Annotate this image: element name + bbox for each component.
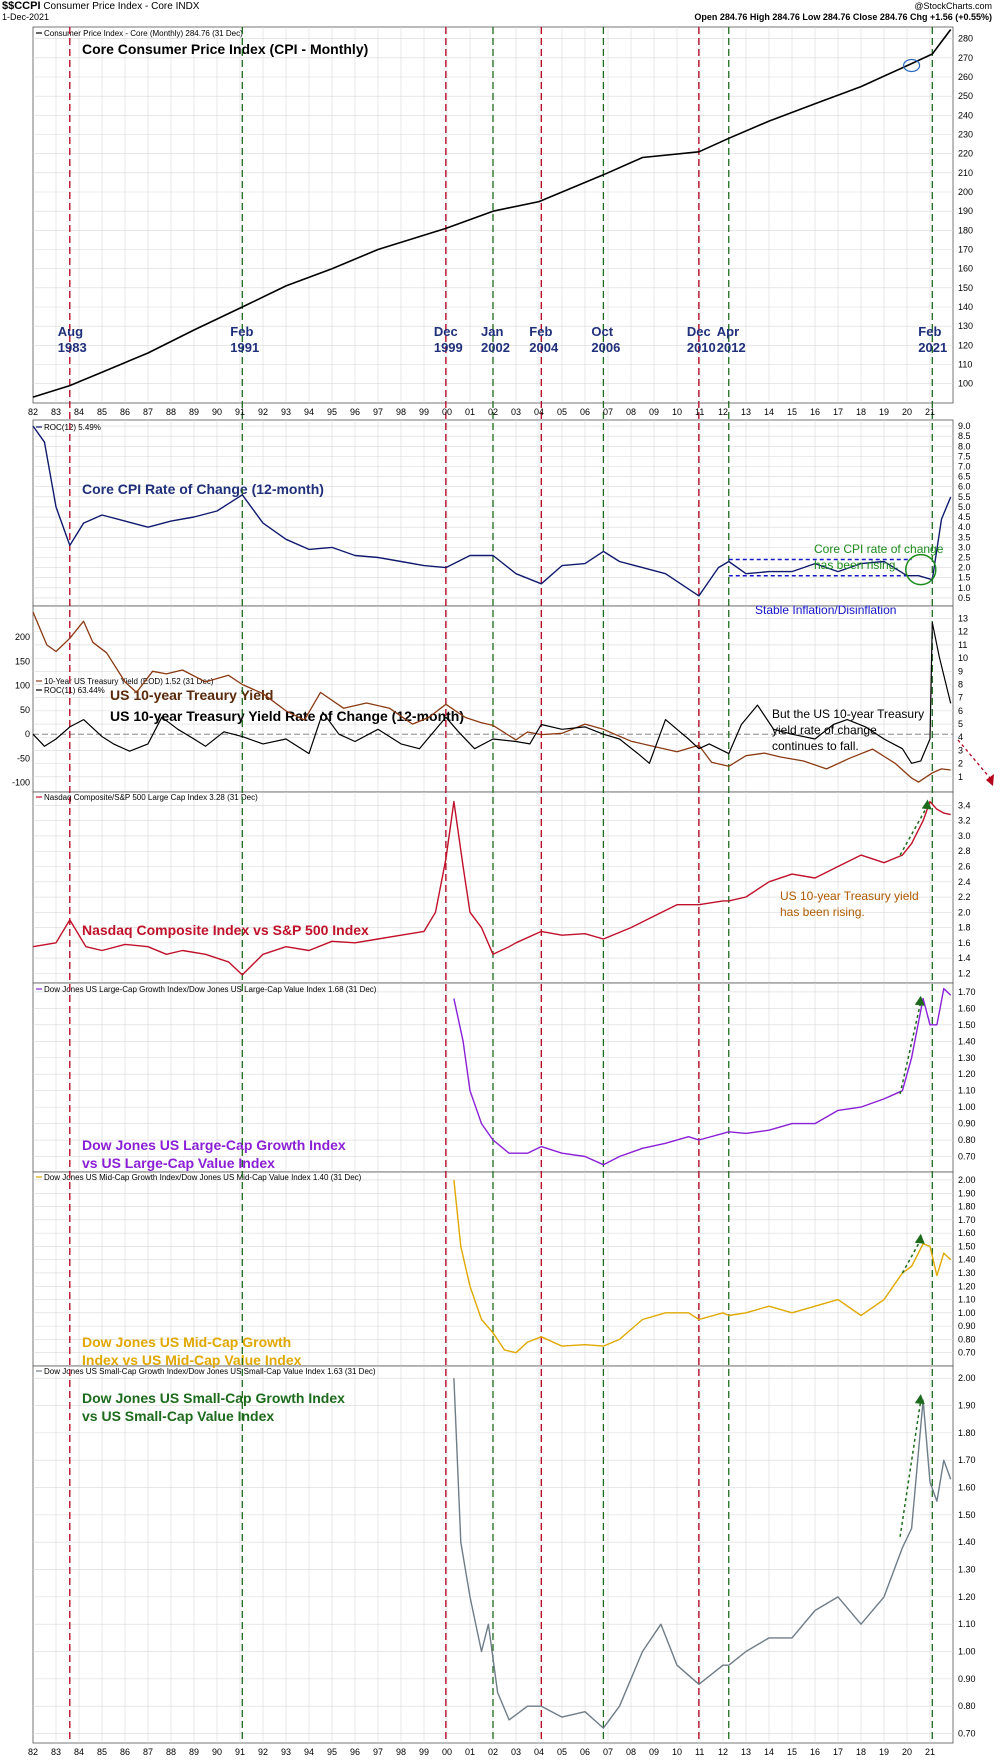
y-tick-label: -50 xyxy=(16,753,30,764)
y-tick-label: 0.70 xyxy=(958,1728,976,1739)
x-tick-label: 87 xyxy=(143,1747,154,1757)
x-tick-label: 03 xyxy=(511,407,522,417)
event-label: Aug xyxy=(57,324,84,339)
y-tick-label: 1.2 xyxy=(958,968,971,979)
symbol: $$CCPI xyxy=(2,0,41,12)
y-tick-label: 3.0 xyxy=(958,542,971,553)
y-tick-label: 2.00 xyxy=(958,1174,976,1185)
x-tick-label: 85 xyxy=(97,1747,108,1757)
x-tick-label: 04 xyxy=(534,407,545,417)
x-tick-label: 82 xyxy=(28,1747,39,1757)
x-tick-label: 14 xyxy=(764,1747,775,1757)
x-tick-label: 08 xyxy=(626,1747,637,1757)
x-tick-label: 92 xyxy=(258,407,269,417)
y-tick-label: 1.20 xyxy=(958,1069,976,1080)
y-tick-label: 1.50 xyxy=(958,1019,976,1030)
y-tick-label: 200 xyxy=(14,632,30,643)
y-tick-label: 190 xyxy=(958,206,974,217)
y-tick-label: 7.5 xyxy=(958,451,971,462)
y-tick-label: 0.80 xyxy=(958,1135,976,1146)
y-tick-label: 110 xyxy=(958,359,973,370)
panel-title: vs US Small-Cap Value Index xyxy=(82,1408,275,1424)
y-tick-label: 1.30 xyxy=(958,1267,976,1278)
y-tick-label: 270 xyxy=(958,52,974,63)
y-tick-label: 8.5 xyxy=(958,431,971,442)
y-tick-label: 0 xyxy=(24,729,30,740)
x-tick-label: 15 xyxy=(787,1747,798,1757)
event-label: 2012 xyxy=(716,340,746,355)
x-tick-label: 86 xyxy=(120,407,131,417)
legend: ROC(12) 5.49% xyxy=(44,423,101,432)
x-tick-label: 83 xyxy=(51,1747,62,1757)
y-tick-label: 1.20 xyxy=(958,1281,976,1292)
event-label: 1983 xyxy=(57,340,87,355)
y-tick-label: 4.5 xyxy=(958,512,971,523)
y-tick-label: 170 xyxy=(958,244,974,255)
y-tick-label: 1.90 xyxy=(958,1188,976,1199)
y-tick-label: 1.80 xyxy=(958,1201,976,1212)
symbol-description: Consumer Price Index - Core INDX xyxy=(43,1,200,12)
y-tick-label: 5 xyxy=(958,719,964,730)
x-tick-label: 83 xyxy=(51,407,62,417)
x-tick-label: 14 xyxy=(764,407,775,417)
x-tick-label: 16 xyxy=(810,1747,821,1757)
y-tick-label: 3.4 xyxy=(958,800,971,811)
event-label: Feb xyxy=(918,324,942,339)
event-label: 1991 xyxy=(230,340,260,355)
x-tick-label: 20 xyxy=(902,407,913,417)
legend: Nasdaq Composite/S&P 500 Large Cap Index 3.28 (31 Dec) xyxy=(44,793,258,802)
x-tick-label: 89 xyxy=(189,1747,200,1757)
x-tick-label: 84 xyxy=(74,1747,85,1757)
x-tick-label: 94 xyxy=(304,407,315,417)
y-tick-label: 12 xyxy=(958,626,969,637)
x-tick-label: 06 xyxy=(580,1747,591,1757)
y-tick-label: 1.60 xyxy=(958,1228,976,1239)
legend: 10-Year US Treasury Yield (EOD) 1.52 (31 Dec) xyxy=(44,677,214,686)
x-tick-label: 85 xyxy=(97,407,108,417)
x-tick-label: 93 xyxy=(281,1747,292,1757)
annotation-text: yield rate of change xyxy=(772,723,877,737)
y-tick-label: 1.40 xyxy=(958,1036,976,1047)
y-tick-label: 1.40 xyxy=(958,1537,976,1548)
y-tick-label: 210 xyxy=(958,167,974,178)
panel-title: vs US Large-Cap Value Index xyxy=(82,1155,275,1171)
x-tick-label: 01 xyxy=(465,407,476,417)
y-tick-label: 6.5 xyxy=(958,471,971,482)
y-tick-label: 120 xyxy=(958,340,974,351)
y-tick-label: 0.5 xyxy=(958,592,971,603)
x-tick-label: 10 xyxy=(672,407,683,417)
y-tick-label: 2.8 xyxy=(958,846,971,857)
panel-title: Core Consumer Price Index (CPI - Monthly) xyxy=(82,41,369,57)
y-tick-label: 0.80 xyxy=(958,1701,976,1712)
y-tick-label: 150 xyxy=(14,656,30,667)
x-tick-label: 18 xyxy=(856,407,867,417)
y-tick-label: 200 xyxy=(958,187,974,197)
event-label: Dec xyxy=(433,324,458,339)
x-tick-label: 21 xyxy=(925,1747,936,1757)
chart-date: 1-Dec-2021 xyxy=(2,12,50,22)
panel-title: Nasdaq Composite Index vs S&P 500 Index xyxy=(82,922,369,938)
y-tick-label: 130 xyxy=(958,321,974,332)
event-label: 2002 xyxy=(481,340,510,355)
y-tick-label: 2.6 xyxy=(958,861,971,872)
x-tick-label: 00 xyxy=(442,407,453,417)
x-tick-label: 91 xyxy=(235,1747,246,1757)
legend: ROC(11) 63.44% xyxy=(44,686,105,695)
y-tick-label: 0.80 xyxy=(958,1334,976,1345)
y-tick-label: 1.40 xyxy=(958,1254,976,1265)
y-tick-label: 2.4 xyxy=(958,876,971,887)
x-tick-label: 96 xyxy=(350,1747,361,1757)
y-tick-label: 1.30 xyxy=(958,1052,976,1063)
x-tick-label: 98 xyxy=(396,1747,407,1757)
y-tick-label: 240 xyxy=(958,110,974,121)
x-tick-label: 95 xyxy=(327,407,338,417)
x-tick-label: 88 xyxy=(166,407,177,417)
y-tick-label: 160 xyxy=(958,263,974,274)
event-label: Feb xyxy=(230,324,254,339)
event-label: 2006 xyxy=(591,340,621,355)
x-tick-label: 02 xyxy=(488,1747,499,1757)
y-tick-label: 1.0 xyxy=(958,582,971,593)
x-tick-label: 97 xyxy=(373,407,384,417)
y-tick-label: 4 xyxy=(958,732,964,743)
x-tick-label: 09 xyxy=(649,407,660,417)
annotation-text: But the US 10-year Treasury xyxy=(772,707,925,721)
x-tick-label: 90 xyxy=(212,1747,223,1757)
event-label: Apr xyxy=(716,324,740,339)
panel-title: Index vs US Mid-Cap Value Index xyxy=(82,1352,302,1368)
y-tick-label: 100 xyxy=(14,680,30,691)
x-tick-label: 01 xyxy=(465,1747,476,1757)
x-tick-label: 10 xyxy=(672,1747,683,1757)
x-tick-label: 86 xyxy=(120,1747,131,1757)
y-tick-label: 1.70 xyxy=(958,1214,976,1225)
x-tick-label: 02 xyxy=(488,407,499,417)
y-tick-label: 1.60 xyxy=(958,1482,976,1493)
x-tick-label: 18 xyxy=(856,1747,867,1757)
y-tick-label: 2.0 xyxy=(958,562,971,573)
event-label: Feb xyxy=(529,324,553,339)
y-tick-label: 1.60 xyxy=(958,1003,976,1014)
x-tick-label: 96 xyxy=(350,407,361,417)
y-tick-label: 150 xyxy=(958,282,974,293)
y-tick-label: 8 xyxy=(958,679,964,690)
y-tick-label: 280 xyxy=(958,33,974,44)
y-tick-label: 7.0 xyxy=(958,461,971,472)
y-tick-label: 1.70 xyxy=(958,1455,976,1466)
x-tick-label: 08 xyxy=(626,407,637,417)
y-tick-label: 3.2 xyxy=(958,815,971,826)
y-tick-label: 180 xyxy=(958,225,974,236)
y-tick-label: 1.00 xyxy=(958,1102,976,1113)
y-tick-label: 3.0 xyxy=(958,830,971,841)
x-tick-label: 90 xyxy=(212,407,223,417)
y-tick-label: 260 xyxy=(958,72,974,82)
x-tick-label: 06 xyxy=(580,407,591,417)
y-tick-label: 0.90 xyxy=(958,1673,976,1684)
y-tick-label: 230 xyxy=(958,129,974,140)
panel-title: Core CPI Rate of Change (12-month) xyxy=(82,481,324,497)
x-tick-label: 13 xyxy=(741,1747,752,1757)
legend: Consumer Price Index - Core (Monthly) 284.76 (31 Dec) xyxy=(44,29,243,38)
event-label: 1999 xyxy=(433,340,463,355)
x-tick-label: 12 xyxy=(718,1747,729,1757)
y-tick-label: 1 xyxy=(958,771,964,782)
event-label: Dec xyxy=(686,324,711,339)
legend: Dow Jones US Small-Cap Growth Index/Dow Jones US Small-Cap Value Index 1.63 (31 Dec) xyxy=(44,1367,376,1376)
annotation-text: Stable Inflation/Disinflation xyxy=(755,603,897,617)
y-tick-label: 1.50 xyxy=(958,1509,976,1520)
y-tick-label: 2.2 xyxy=(958,892,971,903)
y-tick-label: 13 xyxy=(958,613,969,624)
y-tick-label: 6.0 xyxy=(958,481,971,492)
y-tick-label: 220 xyxy=(958,148,974,159)
y-tick-label: 2.0 xyxy=(958,907,971,918)
annotation-text: Core CPI rate of change xyxy=(814,542,944,556)
x-tick-label: 88 xyxy=(166,1747,177,1757)
event-label: Oct xyxy=(591,324,614,339)
x-tick-label: 97 xyxy=(373,1747,384,1757)
x-tick-label: 11 xyxy=(695,407,705,417)
y-tick-label: 50 xyxy=(19,704,30,715)
y-tick-label: 0.90 xyxy=(958,1118,976,1129)
y-tick-label: 1.10 xyxy=(958,1619,976,1630)
panel-title: Dow Jones US Small-Cap Growth Index xyxy=(82,1390,345,1406)
event-label: 2004 xyxy=(529,340,559,355)
y-tick-label: 7 xyxy=(958,692,964,703)
y-tick-label: 9.0 xyxy=(958,421,971,432)
x-tick-label: 84 xyxy=(74,407,85,417)
y-tick-label: 1.4 xyxy=(958,953,971,964)
y-tick-label: -100 xyxy=(11,777,30,788)
y-tick-label: 1.90 xyxy=(958,1400,976,1411)
y-tick-label: 1.10 xyxy=(958,1085,976,1096)
y-tick-label: 5.0 xyxy=(958,501,971,512)
x-tick-label: 94 xyxy=(304,1747,315,1757)
y-tick-label: 100 xyxy=(958,378,974,389)
y-tick-label: 9 xyxy=(958,666,964,677)
y-tick-label: 2.5 xyxy=(958,552,971,563)
y-tick-label: 1.00 xyxy=(958,1307,976,1318)
annotation-text: has been rising. xyxy=(780,905,865,919)
x-tick-label: 21 xyxy=(925,407,936,417)
x-tick-label: 00 xyxy=(442,1747,453,1757)
x-tick-label: 05 xyxy=(557,407,568,417)
x-tick-label: 92 xyxy=(258,1747,269,1757)
y-tick-label: 0.90 xyxy=(958,1321,976,1332)
x-tick-label: 99 xyxy=(419,407,430,417)
x-tick-label: 17 xyxy=(833,1747,844,1757)
annotation-text: continues to fall. xyxy=(772,739,859,753)
x-tick-label: 09 xyxy=(649,1747,660,1757)
x-tick-label: 04 xyxy=(534,1747,545,1757)
y-tick-label: 1.8 xyxy=(958,922,971,933)
y-tick-label: 11 xyxy=(958,639,968,650)
x-tick-label: 98 xyxy=(396,407,407,417)
annotation-text: US 10-year Treasury yield xyxy=(780,889,919,903)
x-tick-label: 95 xyxy=(327,1747,338,1757)
legend: Dow Jones US Mid-Cap Growth Index/Dow Jones US Mid-Cap Value Index 1.40 (31 Dec) xyxy=(44,1173,362,1182)
y-tick-label: 1.10 xyxy=(958,1294,976,1305)
x-tick-label: 17 xyxy=(833,407,844,417)
panel-title: Dow Jones US Mid-Cap Growth xyxy=(82,1334,292,1350)
event-label: Jan xyxy=(481,324,504,339)
x-tick-label: 12 xyxy=(718,407,729,417)
y-tick-label: 2.00 xyxy=(958,1373,976,1384)
y-tick-label: 0.70 xyxy=(958,1347,976,1358)
x-tick-label: 16 xyxy=(810,407,821,417)
y-tick-label: 1.50 xyxy=(958,1241,976,1252)
x-tick-label: 89 xyxy=(189,407,200,417)
y-tick-label: 1.30 xyxy=(958,1564,976,1575)
y-tick-label: 4.0 xyxy=(958,522,971,533)
x-tick-label: 15 xyxy=(787,407,798,417)
y-tick-label: 140 xyxy=(958,302,974,312)
y-tick-label: 1.20 xyxy=(958,1591,976,1602)
y-tick-label: 10 xyxy=(958,653,969,664)
x-tick-label: 19 xyxy=(879,407,890,417)
x-tick-label: 13 xyxy=(741,407,752,417)
event-label: 2010 xyxy=(686,340,716,355)
panel-title: US 10-year Treasury Yield Rate of Change (12-month) xyxy=(110,708,464,724)
y-tick-label: 0.70 xyxy=(958,1151,976,1162)
x-tick-label: 07 xyxy=(603,1747,614,1757)
x-tick-label: 99 xyxy=(419,1747,430,1757)
panel-title: Dow Jones US Large-Cap Growth Index xyxy=(82,1137,346,1153)
panel-title: US 10-year Treaury Yield xyxy=(110,687,274,703)
x-tick-label: 03 xyxy=(511,1747,522,1757)
x-tick-label: 82 xyxy=(28,407,39,417)
y-tick-label: 8.0 xyxy=(958,441,971,452)
watermark: @StockCharts.com xyxy=(914,1,992,11)
y-tick-label: 1.00 xyxy=(958,1646,976,1657)
annotation-text: has been rising. xyxy=(814,558,899,572)
y-tick-label: 3 xyxy=(958,745,964,756)
y-tick-label: 3.5 xyxy=(958,532,971,543)
x-tick-label: 91 xyxy=(235,407,246,417)
x-tick-label: 11 xyxy=(695,1747,705,1757)
arrow-head xyxy=(986,774,994,786)
quote-line: Open 284.76 High 284.76 Low 284.76 Close 284.76 Chg +1.56 (+0.55%) xyxy=(694,12,992,22)
x-tick-label: 07 xyxy=(603,407,614,417)
y-tick-label: 1.80 xyxy=(958,1427,976,1438)
x-tick-label: 93 xyxy=(281,407,292,417)
x-tick-label: 87 xyxy=(143,407,154,417)
y-tick-label: 1.5 xyxy=(958,572,971,583)
y-tick-label: 2 xyxy=(958,758,964,769)
event-label: 2021 xyxy=(918,340,948,355)
y-tick-label: 6 xyxy=(958,705,964,716)
y-tick-label: 1.70 xyxy=(958,986,976,997)
x-tick-label: 05 xyxy=(557,1747,568,1757)
x-tick-label: 19 xyxy=(879,1747,890,1757)
y-tick-label: 5.5 xyxy=(958,491,971,502)
legend: Dow Jones US Large-Cap Growth Index/Dow Jones US Large-Cap Value Index 1.68 (31 Dec) xyxy=(44,985,377,994)
y-tick-label: 250 xyxy=(958,91,974,102)
x-tick-label: 20 xyxy=(902,1747,913,1757)
y-tick-label: 1.6 xyxy=(958,937,971,948)
